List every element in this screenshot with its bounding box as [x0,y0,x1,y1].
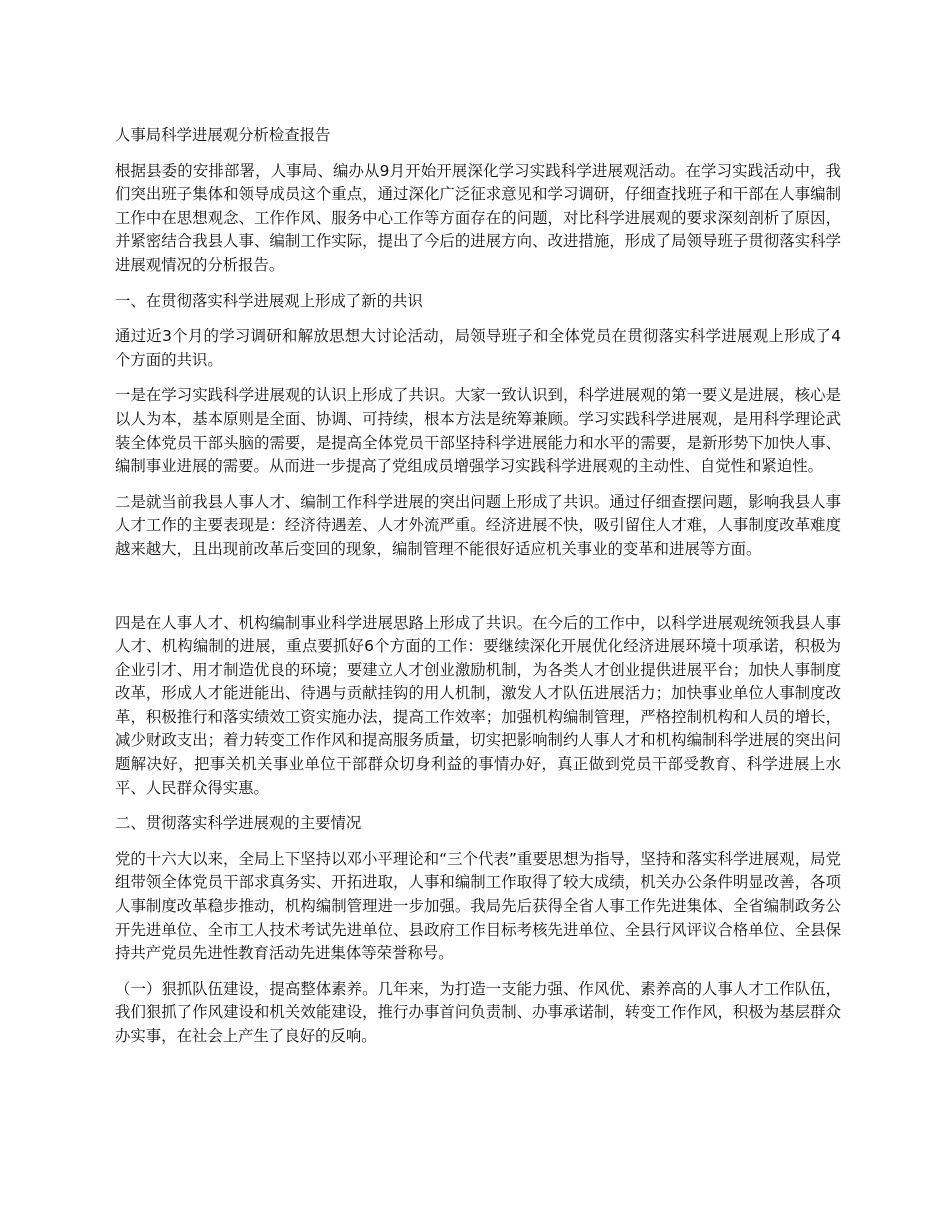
paragraph-consensus-four: 四是在人事人才、机构编制事业科学进展思路上形成了共识。在今后的工作中，以科学进展观统领我县人事人才、机构编制的进展，重点要抓好6个方面的工作：要继续深化开展优化经济进展环境十项承诺，积极为企业引才、用才制造优良的环境；要建立人才创业激励机制，为各类人才创业提供进展平台；加快人事制度改革，形成人才能进能出、待遇与贡献挂钩的用人机制，激发人才队伍进展活力；加快事业单位人事制度改革，积极推行和落实绩效工资实施办法，提高工作效率；加强机构编制管理，严格控制机构和人员的增长，减少财政支出；着力转变工作作风和提高服务质量，切实把影响制约人事人才和机构编制科学进展的突出问题解决好，把事关机关事业单位干部群众切身利益的事情办好，真正做到党员干部受教育、科学进展上水平、人民群众得实惠。 [115,613,841,797]
document-page [115,124,841,1061]
paragraph-consensus-one: 一是在学习实践科学进展观的认识上形成了共识。大家一致认识到，科学进展观的第一要义是进展，核心是以人为本，基本原则是全面、协调、可持续，根本方法是统筹兼顾。学习实践科学进展观，是用科学理论武装全体党员干部头脑的需要，是提高全体党员干部坚持科学进展能力和水平的需要，是新形势下加快人事、编制事业进展的需要。从而进一步提高了党组成员增强学习实践科学进展观的主动性、自觉性和紧迫性。 [115,386,841,476]
paragraph-consensus-two: 二是就当前我县人事人才、编制工作科学进展的突出问题上形成了共识。通过仔细查摆问题，影响我县人事人才工作的主要表现是：经济待遇差、人才外流严重。经济进展不快，吸引留住人才难，人事制度改革难度越来越大，且出现前改革后变回的现象，编制管理不能很好适应机关事业的变革和进展等方面。 [115,492,841,558]
paragraph-intro: 根据县委的安排部署，人事局、编办从9月开始开展深化学习实践科学进展观活动。在学习实践活动中，我们突出班子集体和领导成员这个重点，通过深化广泛征求意见和学习调研，仔细查找班子和干部在人事编制工作中在思想观念、工作作风、服务中心工作等方面存在的问题，对比科学进展观的要求深刻剖析了原因，并紧密结合我县人事、编制工作实际，提出了今后的进展方向、改进措施，形成了局领导班子贯彻落实科学进展观情况的分析报告。 [115,161,841,274]
blank-gap [115,574,841,612]
section-heading-2: 二、贯彻落实科学进展观的主要情况 [115,814,362,833]
paragraph-team-building: （一）狠抓队伍建设，提高整体素养。几年来，为打造一支能力强、作风优、素养高的人事人才工作队伍，我们狠抓了作风建设和机关效能建设，推行办事首问负责制、办事承诺制，转变工作作风，积极为基层群众办实事，在社会上产生了良好的反响。 [115,979,841,1045]
document-title: 人事局科学进展观分析检查报告 [115,126,331,144]
section-heading-1: 一、在贯彻落实科学进展观上形成了新的共识 [115,291,423,310]
paragraph-consensus-summary: 通过近3个月的学习调研和解放思想大讨论活动，局领导班子和全体党员在贯彻落实科学进展观上形成了4个方面的共识。 [115,327,841,369]
paragraph-main-situation: 党的十六大以来，全局上下坚持以邓小平理论和“三个代表”重要思想为指导，坚持和落实科学进展观，局党组带领全体党员干部求真务实、开拓进取，人事和编制工作取得了较大成绩，机关办公条件明显改善，各项人事制度改革稳步推动，机构编制管理进一步加强。我局先后获得全省人事工作先进集体、全省编制政务公开先进单位、全市工人技术考试先进单位、县政府工作目标考核先进单位、全县行风评议合格单位、全县保持共产党员先进性教育活动先进集体等荣誉称号。 [115,849,841,963]
